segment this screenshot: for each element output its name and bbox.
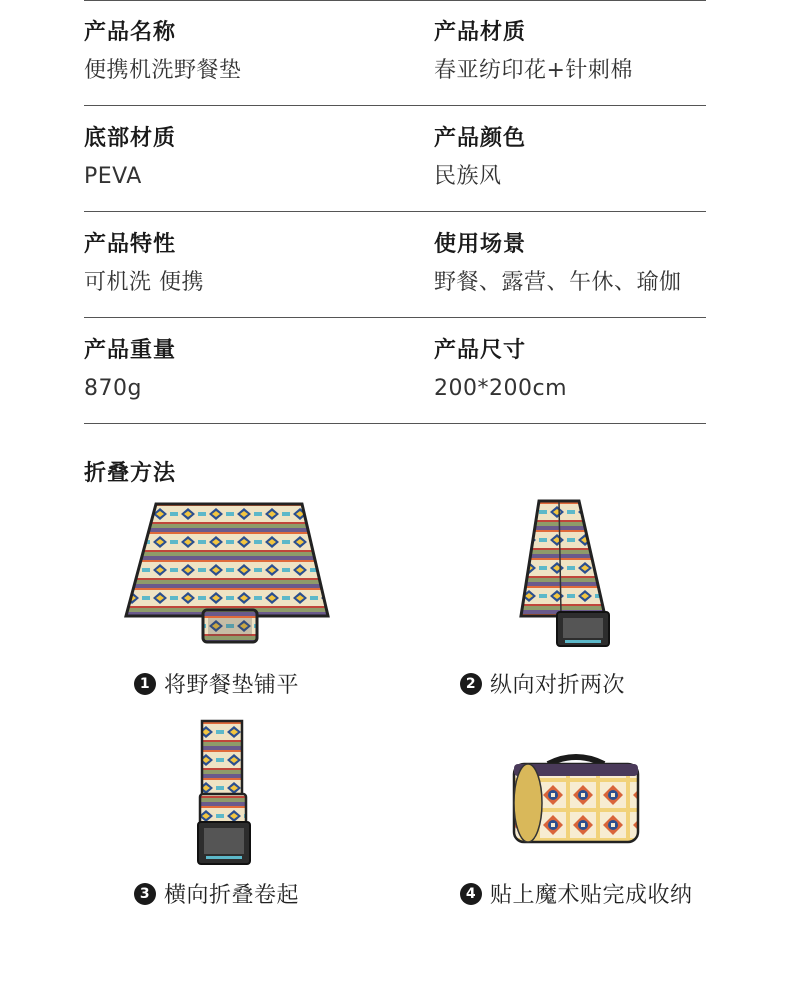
mat-stored-image [508,750,644,846]
spec-cell-name [84,18,242,86]
spec-cell-size [434,336,567,404]
spec-row-2 [84,106,706,212]
spec-row-3 [84,212,706,318]
spec-label: 产品特性 [84,232,177,257]
spec-row-4 [84,318,706,424]
spec-label: 使用场景 [434,232,527,257]
fold-step-2-caption [460,668,625,699]
spec-row-1 [84,0,706,106]
spec-label: 产品尺寸 [434,338,527,363]
folding-title: 折叠方法 [84,461,177,486]
spec-cell-weight [84,336,176,404]
spec-value: PEVA [84,164,142,189]
mat-folded-image [515,498,615,650]
fold-step-4-caption [460,878,693,909]
mat-rolling-image [192,718,256,868]
spec-value: 可机洗 便携 [84,270,204,295]
step-text: 将野餐垫铺平 [164,673,300,698]
mat-flat-image [118,500,338,648]
fold-step-1 [118,500,338,648]
spec-value: 870g [84,376,142,401]
step-text: 贴上魔术贴完成收纳 [490,883,693,908]
spec-label: 产品名称 [84,20,177,45]
spec-label: 产品材质 [434,20,527,45]
spec-cell-scenario [434,230,682,298]
fold-step-3 [192,718,256,868]
spec-cell-bottom-material [84,124,176,192]
fold-step-3-caption [134,878,299,909]
spec-label: 产品颜色 [434,126,527,151]
spec-value: 春亚纺印花+针刺棉 [434,58,633,83]
fold-step-2 [515,498,615,650]
step-number-badge: 3 [134,883,156,905]
spec-value: 200*200cm [434,376,568,401]
spec-value: 民族风 [434,164,502,189]
step-number-badge: 4 [460,883,482,905]
step-number-badge: 1 [134,673,156,695]
spec-label: 产品重量 [84,338,177,363]
step-text: 纵向对折两次 [490,673,626,698]
spec-cell-color [434,124,526,192]
spec-table [84,0,706,424]
spec-cell-feature [84,230,204,298]
spec-value: 便携机洗野餐垫 [84,58,242,83]
spec-cell-material [434,18,633,86]
step-number-badge: 2 [460,673,482,695]
fold-step-1-caption [134,668,299,699]
fold-step-4 [508,750,644,846]
step-text: 横向折叠卷起 [164,883,300,908]
spec-label: 底部材质 [84,126,177,151]
spec-value: 野餐、露营、午休、瑜伽 [434,270,682,295]
